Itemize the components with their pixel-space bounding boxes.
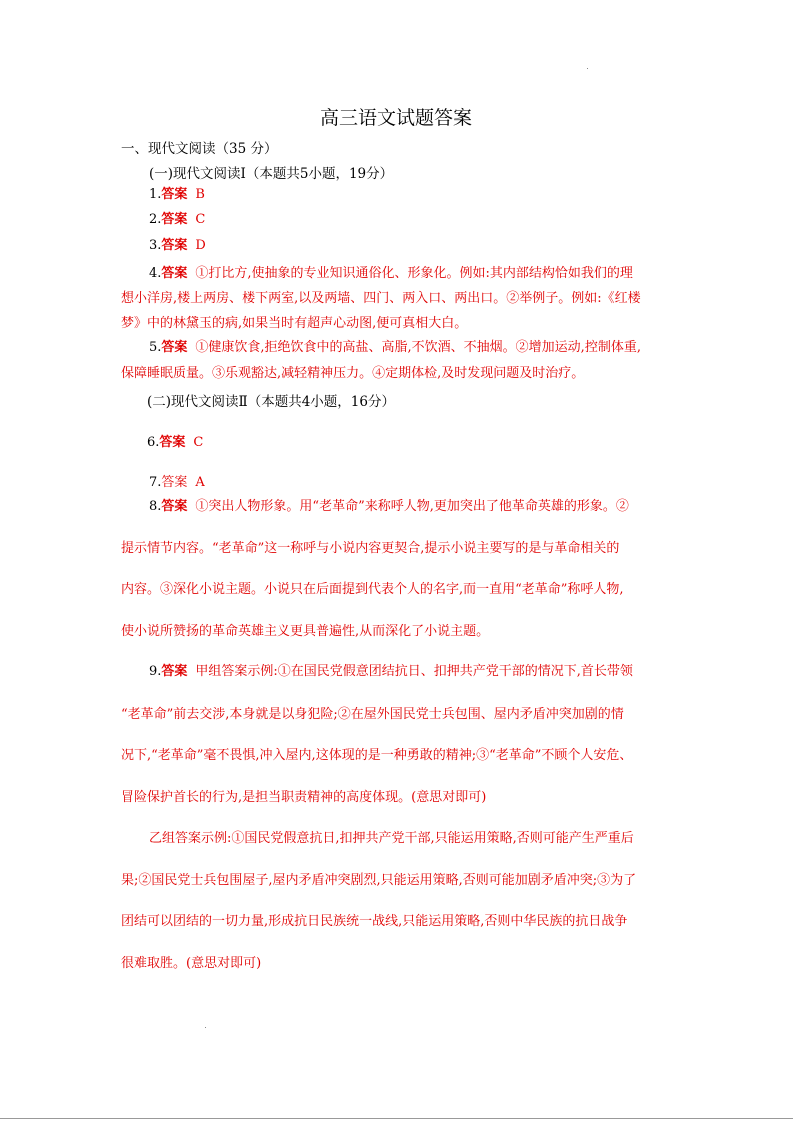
answer-label: 答案 [159, 435, 186, 450]
question-2 [149, 208, 205, 227]
answer-value: D [195, 238, 206, 253]
answer-line: 甲组答案示例:①在国民党假意团结抗日、扣押共产党干部的情况下,首长带领 [195, 664, 633, 679]
answer-line: 乙组答案示例:①国民党假意抗日,扣押共产党干部,只能运用策略,否则可能产生严重后 [149, 831, 634, 846]
answer-label: 答案 [161, 499, 188, 514]
question-number: 5. [149, 340, 162, 355]
answer-value: C [195, 212, 206, 227]
question-number: 7. [149, 475, 162, 490]
decor-dot-bottom [205, 1027, 206, 1028]
answer-line: 使小说所赞扬的革命英雄主义更具普遍性,从而深化了小说主题。 [121, 624, 490, 639]
question-5 [149, 336, 641, 355]
page-bottom-rule [0, 1118, 793, 1119]
answer-label: 答案 [161, 475, 188, 490]
answer-label: 答案 [161, 187, 188, 202]
answer-line: ①健康饮食,拒绝饮食中的高盐、高脂,不饮酒、不抽烟。②增加运动,控制体重, [195, 340, 641, 355]
answer-line: 果;②国民党士兵包围屋子,屋内矛盾冲突剧烈,只能运用策略,否则可能加剧矛盾冲突;③为了 [121, 873, 637, 888]
question-7 [149, 471, 205, 490]
question-number: 2. [149, 212, 162, 227]
part-a-heading: (一)现代文阅读Ⅰ（本题共5小题，19分） [149, 166, 394, 182]
question-4 [149, 262, 633, 281]
question-8 [149, 495, 629, 514]
section-heading: 一、现代文阅读（35 分） [121, 141, 278, 157]
answer-line: 内容。③深化小说主题。小说只在后面提到代表个人的名字,而一直用“老革命”称呼人物, [121, 582, 624, 597]
decor-dot-top [587, 68, 588, 69]
question-number: 9. [149, 664, 162, 679]
question-number: 4. [149, 266, 162, 281]
answer-label: 答案 [161, 340, 188, 355]
answer-label: 答案 [161, 238, 188, 253]
answer-line: 提示情节内容。“老革命”这一称呼与小说内容更契合,提示小说主要写的是与革命相关的 [121, 541, 620, 556]
page-title: 高三语文试题答案 [320, 107, 473, 129]
question-9 [149, 660, 633, 679]
question-3 [149, 234, 206, 253]
answer-value: C [193, 435, 204, 450]
question-number: 6. [147, 435, 160, 450]
question-6 [147, 431, 203, 450]
answer-line: 况下,“老革命”毫不畏惧,冲入屋内,这体现的是一种勇敢的精神;③“老革命”不顾个人安危、 [121, 748, 633, 763]
answer-label: 答案 [161, 212, 188, 227]
answer-line: ①突出人物形象。用“老革命”来称呼人物,更加突出了他革命英雄的形象。② [195, 499, 629, 514]
answer-line: “老革命”前去交涉,本身就是以身犯险;②在屋外国民党士兵包围、屋内矛盾冲突加剧的情 [121, 707, 624, 722]
answer-value: B [195, 187, 205, 202]
answer-line: 团结可以团结的一切力量,形成抗日民族统一战线,只能运用策略,否则中华民族的抗日战争 [121, 914, 628, 929]
answer-label: 答案 [161, 266, 188, 281]
answer-line: 想小洋房,楼上两房、楼下两室,以及两墙、四门、两入口、两出口。②举例子。例如:《红楼 [121, 291, 641, 306]
answer-line: 很难取胜。(意思对即可) [121, 956, 262, 971]
question-number: 3. [149, 238, 162, 253]
answer-line: 冒险保护首长的行为,是担当职责精神的高度体现。(意思对即可) [121, 790, 487, 805]
part-b-heading: (二)现代文阅读Ⅱ（本题共4小题，16分） [147, 394, 395, 410]
answer-line: 保障睡眠质量。③乐观豁达,减轻精神压力。④定期体检,及时发现问题及时治疗。 [121, 366, 585, 381]
answer-label: 答案 [161, 664, 188, 679]
answer-value: A [195, 475, 205, 490]
question-1 [149, 183, 205, 202]
question-number: 1. [149, 187, 162, 202]
answer-line: ①打比方,使抽象的专业知识通俗化、形象化。例如:其内部结构恰如我们的理 [195, 266, 633, 281]
answer-line: 梦》中的林黛玉的病,如果当时有超声心动图,便可真相大白。 [121, 316, 468, 331]
question-number: 8. [149, 499, 162, 514]
